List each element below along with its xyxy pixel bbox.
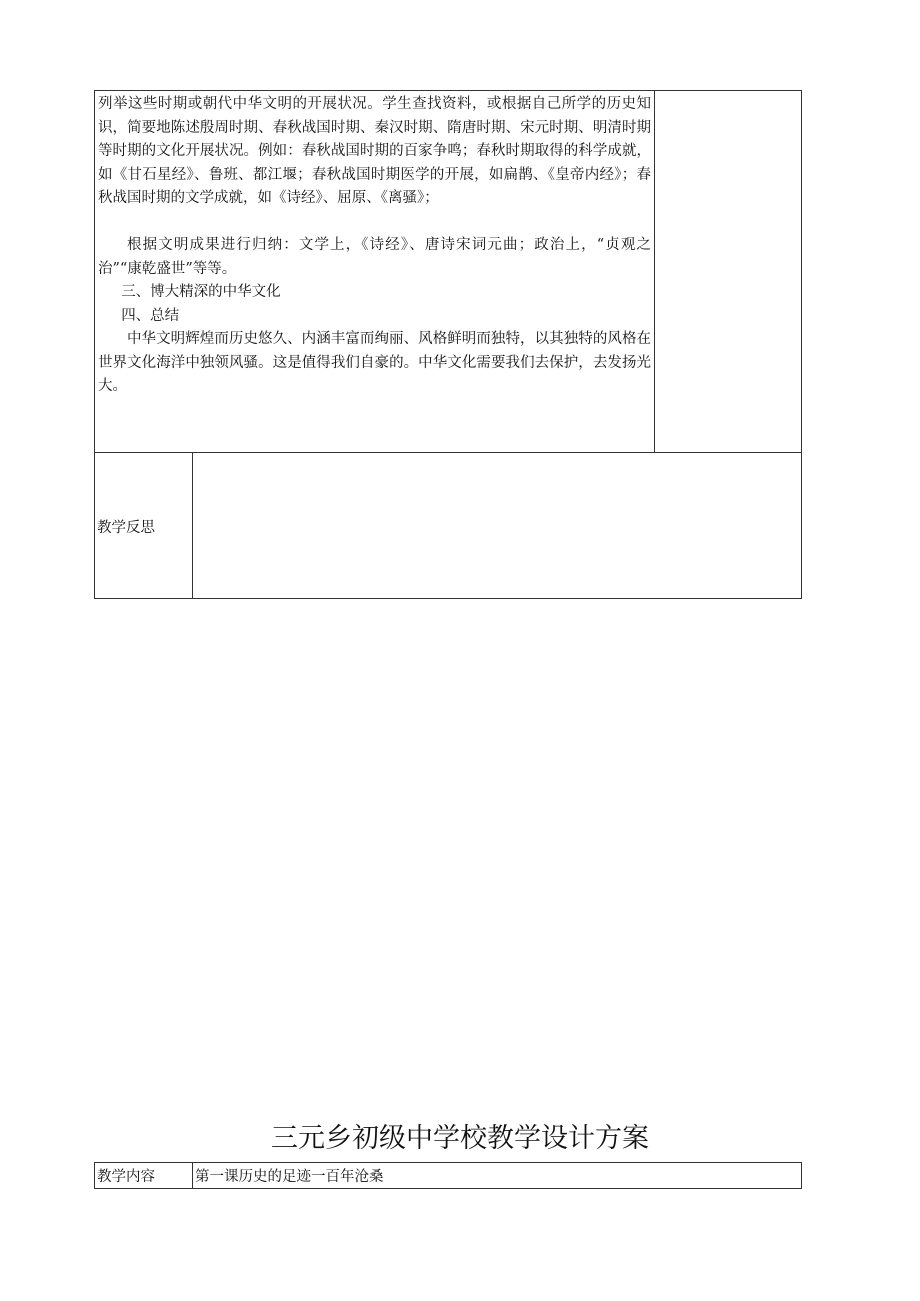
reflection-label-cell	[94, 452, 193, 599]
paragraph-summary: 根据文明成果进行归纳：文学上，《诗经》、唐诗宋词元曲；政治上，“贞观之治”“康乾盛世”等等。	[98, 237, 651, 277]
plan-title: 三元乡初级中学校教学设计方案	[271, 1123, 649, 1154]
content-cell	[94, 90, 655, 453]
content-value: 第一课历史的足迹一百年沧桑	[195, 1169, 384, 1185]
content-label: 教学内容	[97, 1169, 155, 1185]
heading-section-four: 四、总结	[121, 307, 180, 324]
reflection-content-cell[interactable]	[192, 452, 802, 599]
notes-cell	[654, 90, 802, 453]
content-text	[98, 93, 651, 399]
paragraph-periods: 列举这些时期或朝代中华文明的开展状况。学生查找资料，或根据自己所学的历史知识，简要地陈述殷周时期、春秋战国时期、秦汉时期、隋唐时期、宋元时期、明清时期等时期的文化开展状况。例如：春秋战国时期的百家争鸣；春秋时期取得的科学成就，如《甘石星经》、鲁班、都江堰；春秋战国时期医学的开展，如扁鹊、《皇帝内经》；春秋战国时期的文学成就，如《诗经》、屈原、《离骚》；	[98, 96, 651, 206]
paragraph-conclusion: 中华文明辉煌而历史悠久、内涵丰富而绚丽、风格鲜明而独特，以其独特的风格在世界文化海洋中独领风骚。这是值得我们自豪的。中华文化需要我们去保护，去发扬光大。	[98, 331, 651, 394]
content-label-cell	[94, 1162, 193, 1189]
reflection-label: 教学反思	[97, 520, 155, 536]
paragraph-spacer	[98, 211, 651, 235]
heading-section-three: 三、博大精深的中华文化	[121, 284, 281, 300]
content-value-cell	[192, 1162, 802, 1189]
